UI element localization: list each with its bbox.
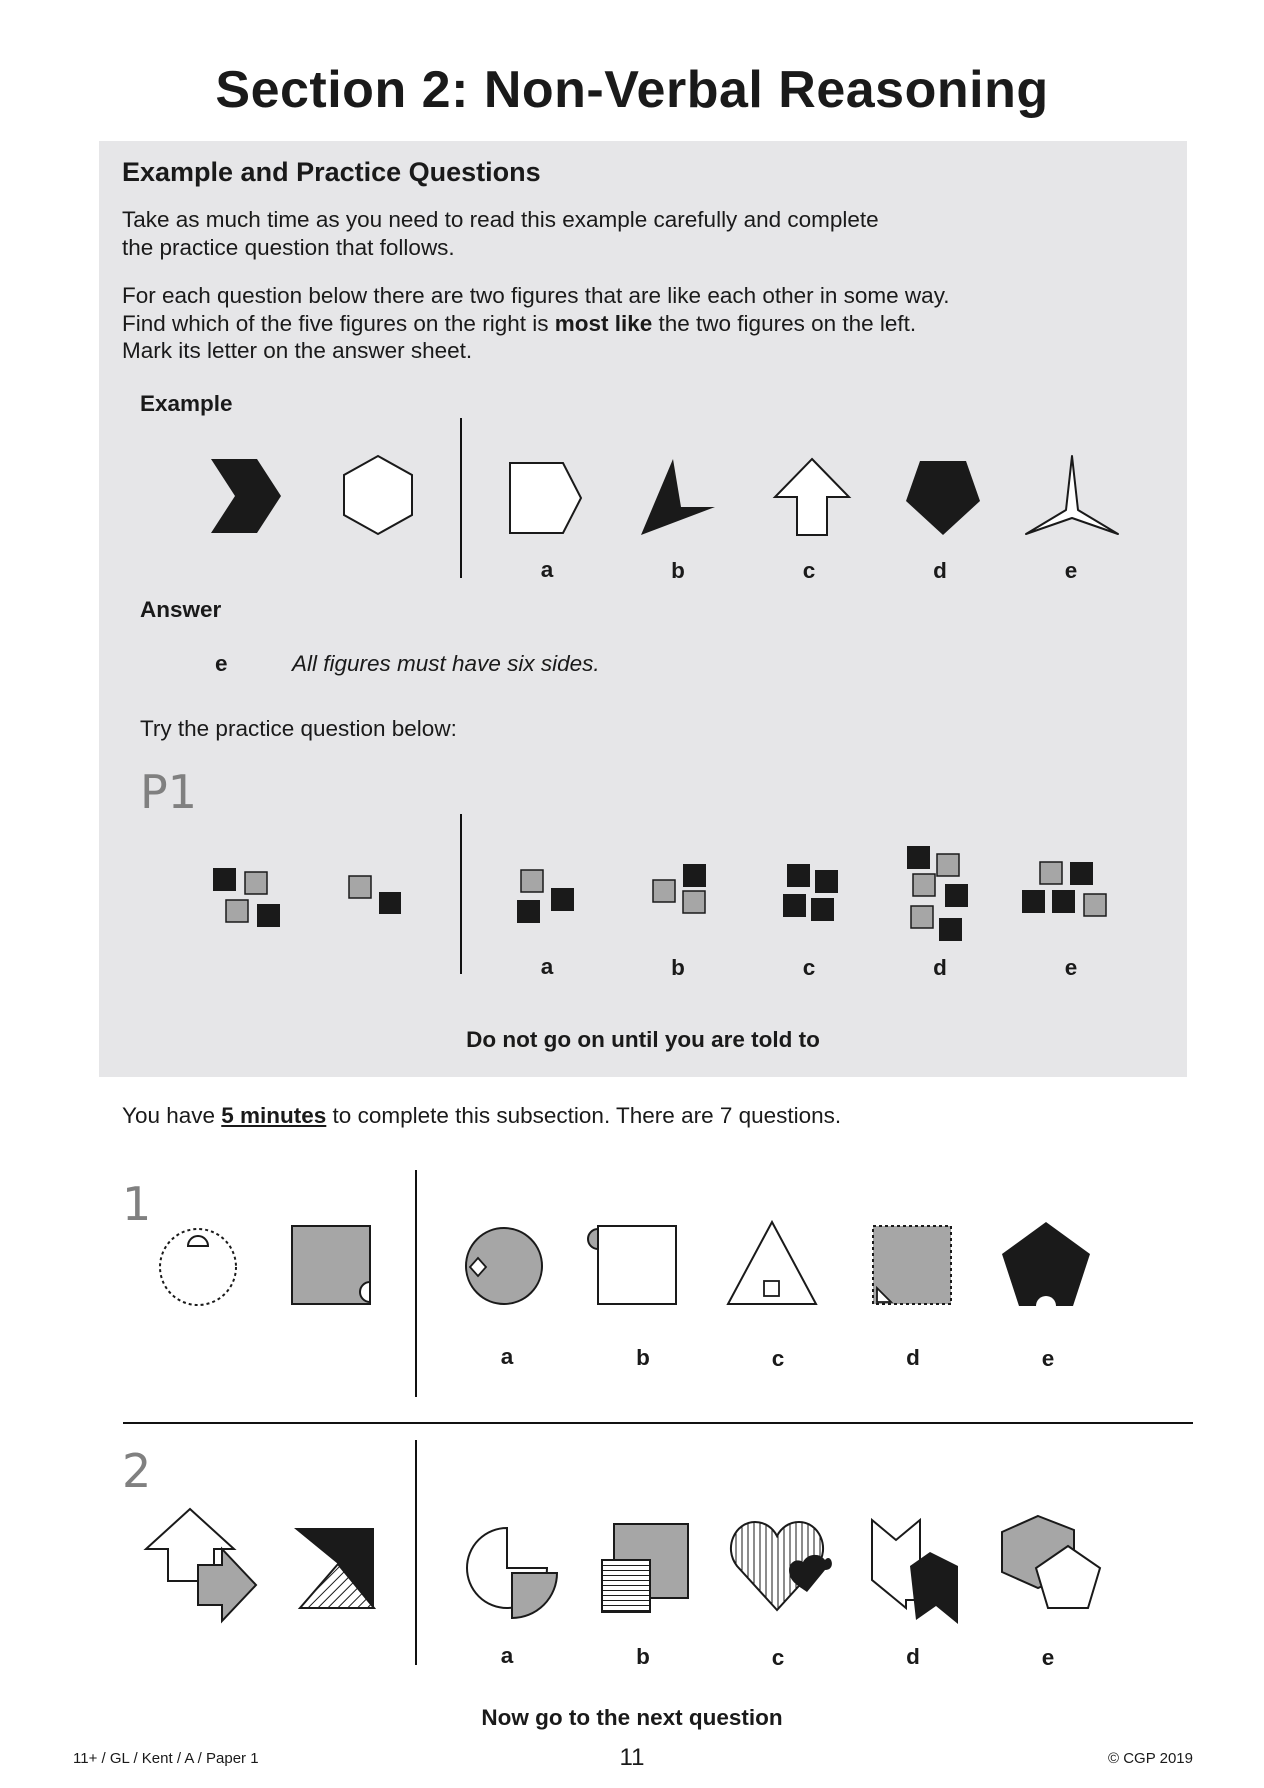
example-chevron-shape <box>205 455 285 537</box>
timing-post: to complete this subsection. There are 7 questions. <box>326 1103 842 1128</box>
example-hexagon-shape <box>338 452 418 538</box>
question-2-figure-1 <box>138 1505 262 1629</box>
example-option-a-shape <box>505 458 585 538</box>
answer-label: Answer <box>140 597 222 622</box>
timing-duration: 5 minutes <box>221 1103 327 1128</box>
question-2-option-b-shape <box>596 1518 694 1618</box>
example-option-b-letter: b <box>671 558 685 583</box>
example-option-b-shape <box>635 455 719 539</box>
practice-option-e-letter: e <box>1064 955 1078 980</box>
practice-divider <box>460 814 462 974</box>
panel-heading: Example and Practice Questions <box>122 157 541 187</box>
question-2-option-a-letter: a <box>500 1643 514 1668</box>
page-number: 11 <box>619 1744 645 1771</box>
practice-option-b-letter: b <box>671 955 685 980</box>
example-option-c-shape <box>769 455 855 539</box>
example-option-d-shape <box>900 455 986 539</box>
question-1-number: 1 <box>122 1177 152 1231</box>
example-option-d-letter: d <box>933 558 947 583</box>
example-divider <box>460 418 462 578</box>
practice-option-c-letter: c <box>802 955 816 980</box>
question-2-option-e-letter: e <box>1041 1645 1055 1670</box>
practice-option-d-letter: d <box>933 955 947 980</box>
instruction-line-1: For each question below there are two figures that are like each other in some way. <box>122 283 950 308</box>
instructions <box>122 282 950 365</box>
example-option-c-letter: c <box>802 558 816 583</box>
practice-option-c-shape <box>777 858 847 928</box>
practice-prompt: Try the practice question below: <box>140 716 457 741</box>
question-1-option-a-letter: a <box>500 1344 514 1369</box>
question-1-option-c-shape <box>722 1218 822 1310</box>
instruction-line-2-post: the two figures on the left. <box>652 310 917 336</box>
next-question-instruction: Now go to the next question <box>481 1705 783 1730</box>
example-option-e-letter: e <box>1064 558 1078 583</box>
practice-option-d-shape <box>901 840 977 952</box>
question-2-number: 2 <box>122 1444 152 1498</box>
question-1-option-e-letter: e <box>1041 1346 1055 1371</box>
question-1-option-b-shape <box>578 1222 678 1310</box>
example-option-e-shape <box>1022 452 1122 538</box>
footer-copyright: © CGP 2019 <box>1108 1750 1193 1767</box>
question-1-divider <box>415 1170 417 1397</box>
question-2-option-a-shape <box>455 1516 559 1620</box>
footer-paper-id: 11+ / GL / Kent / A / Paper 1 <box>73 1750 259 1767</box>
question-2-option-b-letter: b <box>636 1644 650 1669</box>
question-2-option-d-shape <box>866 1516 966 1628</box>
question-1-option-d-shape <box>869 1222 957 1310</box>
question-2-option-c-shape <box>727 1512 837 1618</box>
instruction-emphasis: most like <box>554 310 653 336</box>
answer-explanation: All figures must have six sides. <box>292 651 600 676</box>
practice-option-a-shape <box>511 864 581 930</box>
question-2-figure-2 <box>290 1522 380 1612</box>
timing-text <box>122 1103 841 1129</box>
practice-option-b-shape <box>647 858 717 922</box>
question-1-option-d-letter: d <box>906 1345 920 1370</box>
answer-letter: e <box>215 651 228 676</box>
practice-figure-1 <box>205 860 287 932</box>
question-2-option-d-letter: d <box>906 1644 920 1669</box>
practice-option-e-shape <box>1016 856 1124 924</box>
question-2-divider <box>415 1440 417 1665</box>
timing-pre: You have <box>122 1103 222 1128</box>
question-1-option-a-shape <box>460 1222 548 1310</box>
intro-text: Take as much time as you need to read this example carefully and complete the practice question that follows. <box>122 207 879 260</box>
question-1-figure-1 <box>153 1222 243 1312</box>
instruction-line-3: Mark its letter on the answer sheet. <box>122 338 473 363</box>
question-1-figure-2 <box>288 1222 376 1310</box>
question-1-option-b-letter: b <box>636 1345 650 1370</box>
page-title: Section 2: Non-Verbal Reasoning <box>215 61 1049 119</box>
stop-instruction: Do not go on until you are told to <box>466 1027 820 1052</box>
question-2-option-e-shape <box>996 1510 1106 1620</box>
question-2-option-c-letter: c <box>771 1645 785 1670</box>
example-option-a-letter: a <box>540 557 554 582</box>
question-separator <box>123 1422 1193 1424</box>
instruction-line-2-pre: Find which of the five figures on the right is <box>122 310 555 336</box>
question-1-option-c-letter: c <box>771 1346 785 1371</box>
practice-figure-2 <box>343 868 407 920</box>
practice-option-a-letter: a <box>540 954 554 979</box>
practice-number: P1 <box>140 765 198 819</box>
example-label: Example <box>140 391 233 416</box>
question-1-option-e-shape <box>996 1218 1096 1312</box>
